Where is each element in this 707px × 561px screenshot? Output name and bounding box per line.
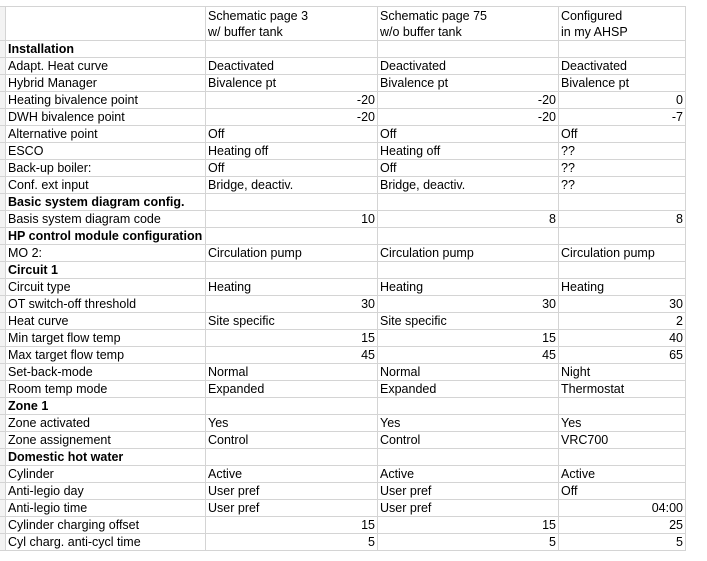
empty-cell[interactable] <box>559 398 686 415</box>
data-row <box>0 58 686 75</box>
section-row <box>0 228 686 245</box>
row-label-cell[interactable]: ESCO <box>6 143 206 160</box>
value-cell-col2[interactable]: Heating off <box>378 143 559 160</box>
value-cell-col3[interactable]: Circulation pump <box>559 245 686 262</box>
value-cell-col1[interactable]: 15 <box>206 517 378 534</box>
empty-cell[interactable] <box>206 449 378 466</box>
cell-header-col3[interactable] <box>559 7 686 41</box>
header-row <box>0 7 686 41</box>
section-label-cell[interactable]: Installation <box>6 41 206 58</box>
value-cell-col2[interactable]: 15 <box>378 517 559 534</box>
header-col3-line1: Configured <box>561 9 623 23</box>
value-cell-col2[interactable]: -20 <box>378 92 559 109</box>
data-row <box>0 279 686 296</box>
value-cell-col1[interactable]: Expanded <box>206 381 378 398</box>
spreadsheet-grid <box>0 6 686 551</box>
row-label-cell[interactable]: DWH bivalence point <box>6 109 206 126</box>
value-cell-col2[interactable]: User pref <box>378 500 559 517</box>
data-row <box>0 381 686 398</box>
value-cell-col1[interactable]: Bridge, deactiv. <box>206 177 378 194</box>
value-cell-col2[interactable]: Bivalence pt <box>378 75 559 92</box>
value-cell-col3[interactable]: ?? <box>559 177 686 194</box>
data-row <box>0 75 686 92</box>
value-cell-col3[interactable]: 8 <box>559 211 686 228</box>
value-cell-col1[interactable]: Circulation pump <box>206 245 378 262</box>
data-row <box>0 126 686 143</box>
row-label-cell[interactable]: Circuit type <box>6 279 206 296</box>
row-label-cell[interactable]: Heat curve <box>6 313 206 330</box>
empty-cell[interactable] <box>206 194 378 211</box>
row-label-cell[interactable]: Cyl charg. anti-cycl time <box>6 534 206 551</box>
value-cell-col3[interactable]: Off <box>559 126 686 143</box>
value-cell-col1[interactable]: -20 <box>206 92 378 109</box>
cell-header-col2[interactable] <box>378 7 559 41</box>
data-row <box>0 296 686 313</box>
header-col1-line1: Schematic page 3 <box>208 9 309 23</box>
row-label-cell[interactable]: Cylinder <box>6 466 206 483</box>
section-row <box>0 262 686 279</box>
value-cell-col1[interactable]: Heating <box>206 279 378 296</box>
row-label-cell[interactable]: Cylinder charging offset <box>6 517 206 534</box>
value-cell-col2[interactable]: Normal <box>378 364 559 381</box>
empty-cell[interactable] <box>559 262 686 279</box>
empty-cell[interactable] <box>378 194 559 211</box>
header-col2-line2: w/o buffer tank <box>380 25 462 39</box>
value-cell-col1[interactable]: Yes <box>206 415 378 432</box>
empty-cell[interactable] <box>378 262 559 279</box>
data-row <box>0 211 686 228</box>
data-row <box>0 109 686 126</box>
cell-header-col1[interactable] <box>206 7 378 41</box>
value-cell-col3[interactable]: Active <box>559 466 686 483</box>
row-label-cell[interactable]: OT switch-off threshold <box>6 296 206 313</box>
value-cell-col3[interactable]: Heating <box>559 279 686 296</box>
value-cell-col1[interactable]: Active <box>206 466 378 483</box>
data-row <box>0 330 686 347</box>
row-label-cell[interactable]: Max target flow temp <box>6 347 206 364</box>
value-cell-col1[interactable]: Heating off <box>206 143 378 160</box>
value-cell-col3[interactable]: Yes <box>559 415 686 432</box>
data-row <box>0 177 686 194</box>
empty-cell[interactable] <box>206 41 378 58</box>
section-label-cell[interactable]: Circuit 1 <box>6 262 206 279</box>
value-cell-col3[interactable]: Night <box>559 364 686 381</box>
section-row <box>0 41 686 58</box>
data-row <box>0 245 686 262</box>
row-label-cell[interactable]: Back-up boiler: <box>6 160 206 177</box>
value-cell-col1[interactable]: Deactivated <box>206 58 378 75</box>
empty-cell[interactable] <box>559 194 686 211</box>
value-cell-col3[interactable]: 40 <box>559 330 686 347</box>
header-col3-line2: in my AHSP <box>561 25 628 39</box>
value-cell-col3[interactable]: Thermostat <box>559 381 686 398</box>
value-cell-col3[interactable]: 04:00 <box>559 500 686 517</box>
row-label-cell[interactable]: Hybrid Manager <box>6 75 206 92</box>
value-cell-col2[interactable]: Yes <box>378 415 559 432</box>
value-cell-col1[interactable]: 5 <box>206 534 378 551</box>
header-col2-line1: Schematic page 75 <box>380 9 488 23</box>
data-row <box>0 160 686 177</box>
value-cell-col3[interactable]: Deactivated <box>559 58 686 75</box>
data-row <box>0 143 686 160</box>
section-label-cell[interactable]: Basic system diagram config. <box>6 194 206 211</box>
data-row <box>0 534 686 551</box>
value-cell-col1[interactable]: Control <box>206 432 378 449</box>
data-row <box>0 364 686 381</box>
value-cell-col1[interactable]: User pref <box>206 483 378 500</box>
empty-cell[interactable] <box>206 262 378 279</box>
empty-cell[interactable] <box>378 228 559 245</box>
value-cell-col2[interactable]: Control <box>378 432 559 449</box>
value-cell-col3[interactable]: Bivalence pt <box>559 75 686 92</box>
value-cell-col2[interactable]: 5 <box>378 534 559 551</box>
value-cell-col1[interactable]: Normal <box>206 364 378 381</box>
empty-cell[interactable] <box>559 449 686 466</box>
empty-cell[interactable] <box>559 41 686 58</box>
value-cell-col1[interactable]: -20 <box>206 109 378 126</box>
value-cell-col3[interactable]: VRC700 <box>559 432 686 449</box>
data-row <box>0 517 686 534</box>
row-label-cell[interactable]: Conf. ext input <box>6 177 206 194</box>
empty-cell[interactable] <box>378 398 559 415</box>
section-label-cell[interactable]: Domestic hot water <box>6 449 206 466</box>
section-row <box>0 449 686 466</box>
value-cell-col2[interactable]: Heating <box>378 279 559 296</box>
value-cell-col3[interactable]: 5 <box>559 534 686 551</box>
value-cell-col2[interactable]: 45 <box>378 347 559 364</box>
data-row <box>0 500 686 517</box>
data-row <box>0 313 686 330</box>
value-cell-col3[interactable]: 2 <box>559 313 686 330</box>
cell-header-label[interactable] <box>6 7 206 41</box>
section-row <box>0 194 686 211</box>
empty-cell[interactable] <box>559 228 686 245</box>
data-row <box>0 92 686 109</box>
value-cell-col2[interactable]: 30 <box>378 296 559 313</box>
value-cell-col2[interactable]: Off <box>378 126 559 143</box>
value-cell-col2[interactable]: User pref <box>378 483 559 500</box>
value-cell-col2[interactable]: Circulation pump <box>378 245 559 262</box>
row-label-cell[interactable]: Heating bivalence point <box>6 92 206 109</box>
value-cell-col3[interactable]: 25 <box>559 517 686 534</box>
section-row <box>0 398 686 415</box>
value-cell-col3[interactable]: Off <box>559 483 686 500</box>
value-cell-col2[interactable]: Active <box>378 466 559 483</box>
header-col1-line2: w/ buffer tank <box>208 25 283 39</box>
value-cell-col1[interactable]: 10 <box>206 211 378 228</box>
empty-cell[interactable] <box>378 449 559 466</box>
value-cell-col2[interactable]: Expanded <box>378 381 559 398</box>
value-cell-col3[interactable]: 65 <box>559 347 686 364</box>
value-cell-col3[interactable]: 0 <box>559 92 686 109</box>
row-label-cell[interactable]: Adapt. Heat curve <box>6 58 206 75</box>
data-row <box>0 483 686 500</box>
value-cell-col1[interactable]: 15 <box>206 330 378 347</box>
value-cell-col1[interactable]: 30 <box>206 296 378 313</box>
section-label-cell[interactable]: HP control module configuration <box>6 228 206 245</box>
value-cell-col2[interactable]: -20 <box>378 109 559 126</box>
row-label-cell[interactable]: Anti-legio time <box>6 500 206 517</box>
data-row <box>0 347 686 364</box>
empty-cell[interactable] <box>378 41 559 58</box>
row-label-cell[interactable]: Anti-legio day <box>6 483 206 500</box>
value-cell-col3[interactable]: ?? <box>559 160 686 177</box>
empty-cell[interactable] <box>206 228 378 245</box>
value-cell-col2[interactable]: Site specific <box>378 313 559 330</box>
value-cell-col2[interactable]: Deactivated <box>378 58 559 75</box>
value-cell-col2[interactable]: Off <box>378 160 559 177</box>
row-label-cell[interactable]: MO 2: <box>6 245 206 262</box>
value-cell-col1[interactable]: Site specific <box>206 313 378 330</box>
value-cell-col1[interactable]: 45 <box>206 347 378 364</box>
data-row <box>0 415 686 432</box>
row-label-cell[interactable]: Alternative point <box>6 126 206 143</box>
value-cell-col3[interactable]: ?? <box>559 143 686 160</box>
value-cell-col3[interactable]: 30 <box>559 296 686 313</box>
row-label-cell[interactable]: Min target flow temp <box>6 330 206 347</box>
value-cell-col2[interactable]: Bridge, deactiv. <box>378 177 559 194</box>
data-row <box>0 466 686 483</box>
value-cell-col3[interactable]: -7 <box>559 109 686 126</box>
section-label-cell[interactable]: Zone 1 <box>6 398 206 415</box>
row-label-cell[interactable]: Zone activated <box>6 415 206 432</box>
row-label-cell[interactable]: Room temp mode <box>6 381 206 398</box>
value-cell-col2[interactable]: 15 <box>378 330 559 347</box>
row-label-cell[interactable]: Zone assignement <box>6 432 206 449</box>
value-cell-col1[interactable]: Off <box>206 160 378 177</box>
value-cell-col1[interactable]: Off <box>206 126 378 143</box>
empty-cell[interactable] <box>206 398 378 415</box>
row-label-cell[interactable]: Set-back-mode <box>6 364 206 381</box>
data-row <box>0 432 686 449</box>
value-cell-col2[interactable]: 8 <box>378 211 559 228</box>
value-cell-col1[interactable]: Bivalence pt <box>206 75 378 92</box>
row-label-cell[interactable]: Basis system diagram code <box>6 211 206 228</box>
value-cell-col1[interactable]: User pref <box>206 500 378 517</box>
